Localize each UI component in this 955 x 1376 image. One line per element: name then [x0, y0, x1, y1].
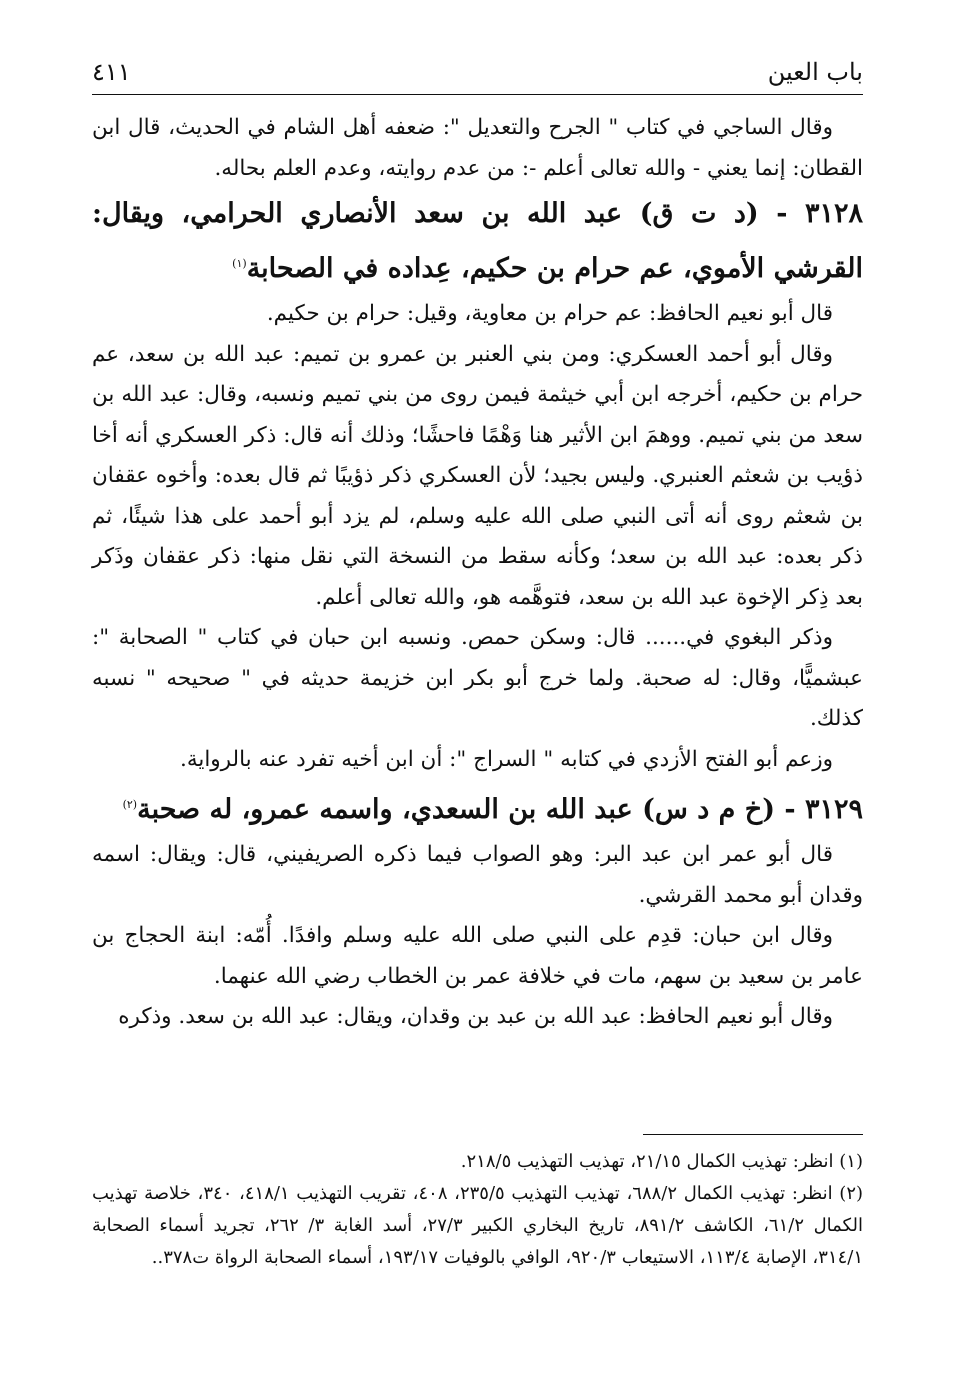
paragraph: وقال أبو نعيم الحافظ: عبد الله بن عبد بن وقدان، ويقال: عبد الله بن سعد. وذكره	[118, 1004, 833, 1029]
footnote-ref: (١)	[232, 257, 247, 270]
page-header	[92, 56, 863, 95]
footnote-ref: (٢)	[122, 798, 138, 811]
paragraph: وقال أبو أحمد العسكري: ومن بني العنبر بن عمرو بن تميم: عبد الله بن سعد، عم حرام بن حكيم، أخرجه ابن أبي خيثمة فيمن روى من بني تميم ونسبه، وقال: عبد الله بن سعد من بني تميم. ووهمَ ابن الأثير هنا وَهْمًا فاحشًا؛ وذلك أنه قال: ذكر العسكري أنه أخا ذؤيب بن شعثم العنبري. وليس بجيد؛ لأن العسكري ذكر ذؤيبًا ثم قال بعده: وأخوه عقفان بن شعثم روى أنه أتى النبي صلى الله عليه وسلم، لم يزد أبو أحمد على هذا شيئًا، ثم ذكر بعده: عبد الله بن سعد؛ وكأنه سقط من النسخة التي نقل منها: ذكر عقفان وذَكر بعد ذِكر الإخوة عبد الله بن سعد، فتوهَّمه هو، والله تعالى أعلم.	[92, 341, 863, 610]
page-number: ٤١١	[92, 58, 131, 86]
main-text	[92, 108, 863, 1038]
paragraph: وقال الساجي في كتاب " الجرح والتعديل ": ضعفه أهل الشام في الحديث، قال ابن القطان: إنما يعني - والله تعالى أعلم -: من عدم روايته، وعدم العلم بحاله.	[92, 115, 863, 181]
footnotes	[92, 1146, 863, 1274]
footnote: (٢) انظر: تهذيب الكمال ٦٨٨/٢، تهذيب التهذيب ٢٣٥/٥، ٤٠٨، تقريب التهذيب ٤١٨/١، ٣٤٠، خلاصة تهذيب الكمال ٦١/٢، الكاشف ٨٩١/٢، تاريخ البخاري الكبير ٢٧/٣، أسد الغابة ٣/ ٢٦٢، تجريد أسماء الصحابة ٣١٤/١، الإصابة ١١٣/٤، الاستيعاب ٩٢٠/٣، الوافي بالوفيات ١٩٣/١٧، أسماء الصحابة الرواة ت٣٧٨..	[92, 1183, 864, 1268]
paragraph: قال أبو نعيم الحافظ: عم حرام بن معاوية، وقيل: حرام بن حكيم.	[266, 301, 833, 326]
paragraph: قال أبو عمر ابن عبد البر: وهو الصواب فيما ذكره الصريفيني، قال: ويقال: اسمه وقدان أبو محمد القرشي.	[92, 842, 863, 908]
paragraph: وقال ابن حبان: قدِم على النبي صلى الله عليه وسلم وافدًا. أُمّه: ابنة الحجاج بن عامر بن سعيد بن سهم، مات في خلافة عمر بن الخطاب رضي الله عنهما.	[92, 923, 863, 989]
paragraph: وزعم أبو الفتح الأزدي في كتابه " السراج ": أن ابن أخيه تفرد عنه بالرواية.	[179, 746, 833, 772]
entry-title: ٣١٢٩ - (خ م د س) عبد الله بن السعدي، واسمه عمرو، له صحبة	[137, 794, 863, 825]
entry-title: ٣١٢٨ - (د ت ق) عبد الله بن سعد الأنصاري الحرامي، ويقال: القرشي الأموي، عم حرام بن حكيم، عِداده في الصحابة	[92, 198, 863, 284]
entry-heading-3128	[92, 189, 863, 294]
entry-heading-3129	[92, 780, 863, 835]
section-title: باب العين	[767, 58, 863, 86]
footnote-divider	[643, 1134, 863, 1135]
footnote: (١) انظر: تهذيب الكمال ٢١/١٥، تهذيب التهذيب ٢١٨/٥.	[460, 1151, 863, 1172]
paragraph: وذكر البغوي في...... قال: وسكن حمص. ونسبه ابن حبان في كتاب " الصحابة ": عبشميًّا، وقال: له صحبة. ولما خرج أبو بكر ابن خزيمة حديثه في " صحيحه " نسبه كذلك.	[92, 625, 863, 731]
